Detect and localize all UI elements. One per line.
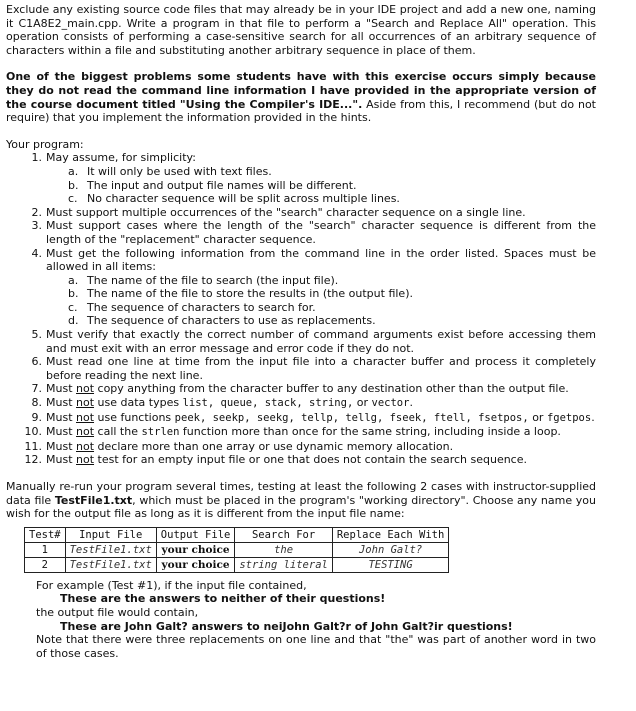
example-output-line: These are John Galt? answers to neiJohn Galt?r of John Galt?ir questions! [60,619,513,633]
list-item: 9. Must not use functions peek, seekp, seekg, tellp, tellg, fseek, ftell, fsetpos, or fgetpos. [31,410,595,424]
sub-item: c. The sequence of characters to search for. [68,300,316,314]
table-cell: string literal [235,557,333,572]
table-row [25,542,449,557]
table-cell: your choice [156,557,235,572]
sub-item: b. The input and output file names will be different. [68,178,357,192]
table-header: Search For [235,527,333,542]
warning-rest: Aside from this, I recommend (but do not require) that you implement the information provided in the hints. [6,97,596,125]
list-item: 1. May assume, for simplicity: [31,151,196,165]
table-cell: TestFile1.txt [65,542,156,557]
example-output-intro: the output file would contain, [36,605,199,619]
table-cell: TestFile1.txt [65,557,156,572]
list-item: 8. Must not use data types list, queue, stack, string, or vector. [31,396,413,410]
intro-paragraph: Exclude any existing source code files that may already be in your IDE project and add a new one, naming it C1A8E2_main.cpp. Write a program in that file to perform a "Search and Replace All" operation. This operation consists of performing a case-sensitive search for all occurrences of an arbitrary sequence of characters within a file and substituting another arbitrary sequence in place of them. [6,3,596,57]
sub-item: d. The sequence of characters to use as replacements. [68,314,376,328]
warning-paragraph [6,70,596,124]
sub-item: b. The name of the file to store the results in (the output file). [68,287,413,301]
document [6,3,596,660]
table-header: Input File [65,527,156,542]
sub-item: a. The name of the file to search (the input file). [68,273,339,287]
table-cell: John Galt? [332,542,448,557]
table-cell: your choice [156,542,235,557]
table-cell: 2 [25,557,66,572]
list-item: 3. Must support cases where the length of the "search" character sequence is different from the length of the "replacement" character sequence. [31,219,596,246]
list-item: 12. Must not test for an empty input file or one that does not contain the search sequence. [24,453,527,467]
list-item: 7. Must not copy anything from the character buffer to any destination other than the output file. [31,382,569,396]
table-row [25,557,449,572]
example-input-line: These are the answers to neither of their questions! [60,592,386,606]
sub-item: a. It will only be used with text files. [68,164,272,178]
list-item: 10. Must not call the strlen function more than once for the same string, including inside a loop. [24,425,561,439]
table-cell: TESTING [332,557,448,572]
list-item: 5. Must verify that exactly the correct number of command arguments exist before accessing them and must exit with an error message and error code if they do not. [31,328,596,355]
warning-bold: One of the biggest problems some students have with this exercise occurs simply because they do not read the command line information I have provided in the appropriate version of the course document titled "Using the Compiler's IDE...". [6,70,596,111]
requirements-list [6,151,596,467]
manual-paragraph: Manually re-run your program several times, testing at least the following 2 cases with instructor-supplied data file TestFile1.txt, which must be placed in the program's "working directory". Choose any name you wish for the output file as long as it is different from the input file name: [6,480,596,521]
table-cell: the [235,542,333,557]
test-file-name: TestFile1.txt [54,493,133,507]
example-intro: For example (Test #1), if the input file contained, [36,578,307,592]
table-header: Output File [156,527,235,542]
program-heading: Your program: [6,137,84,151]
table-cell: 1 [25,542,66,557]
test-cases-table [24,527,449,573]
sub-item: c. No character sequence will be split across multiple lines. [68,192,400,206]
table-header-row [25,527,449,542]
example-note: Note that there were three replacements on one line and that "the" was part of another word in two of those cases. [36,633,596,660]
table-header: Replace Each With [332,527,448,542]
list-item: 2. Must support multiple occurrences of the "search" character sequence on a single line. [31,205,526,219]
list-item: 11. Must not declare more than one array or use dynamic memory allocation. [24,439,454,453]
table-header: Test# [25,527,66,542]
list-item: 6. Must read one line at time from the input file into a character buffer and process it completely before reading the next line. [31,355,596,382]
list-item: 4. Must get the following information from the command line in the order listed. Spaces must be allowed in all items: [31,246,596,274]
